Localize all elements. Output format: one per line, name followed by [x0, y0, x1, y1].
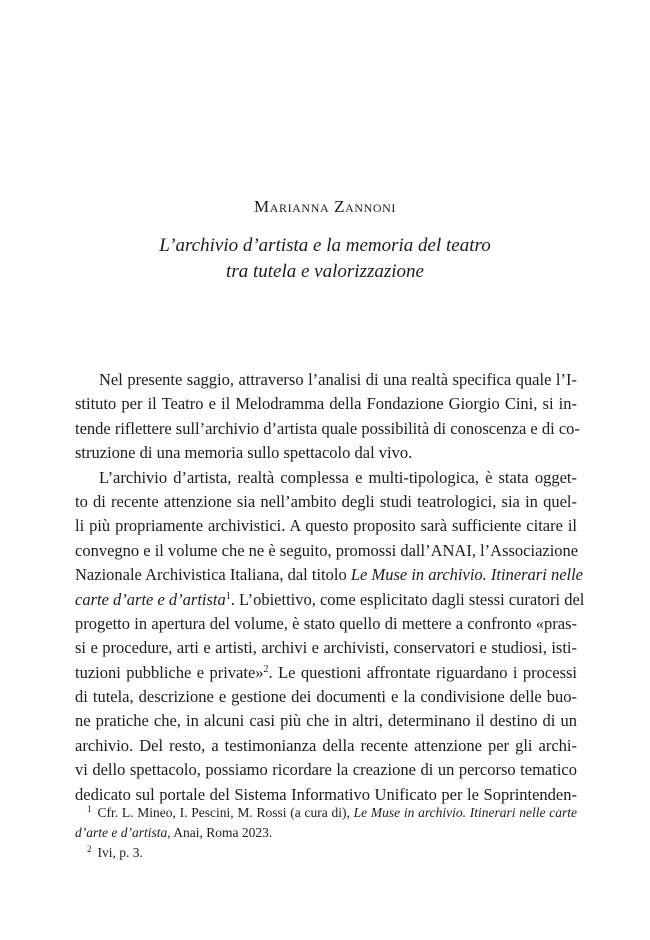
footnotes [75, 803, 577, 863]
body-line: progetto in apertura del volume, è stato quello di mettere a confronto «pras- [75, 613, 577, 633]
body-line: to di recente attenzione sia nell’ambito degli studi teatrologici, sia in quel- [75, 491, 577, 511]
essay-title [0, 233, 650, 285]
cited-title: carte d’arte e d’artista [75, 589, 226, 609]
body-line: convegno e il volume che ne è seguito, promossi dall’ANAI, l’Associazione [75, 540, 579, 560]
footnote-1-mark: 1 [87, 804, 92, 814]
body-text [75, 368, 585, 807]
footnote-ref-2[interactable]: 2 [263, 663, 269, 675]
footnote-text: Cfr. L. Mineo, I. Pescini, M. Rossi (a cura di), [97, 805, 354, 820]
body-line: vi dello spettacolo, possiamo ricordare la creazione di un percorso tematico [75, 760, 577, 780]
footnote-2-mark: 2 [87, 844, 92, 854]
body-text-run: Nazionale Archivistica Italiana, dal titolo [75, 565, 351, 585]
body-line: Nel presente saggio, attraverso l’analisi di una realtà specifica quale l’I- [99, 370, 577, 389]
body-text-run: . Le questioni affrontate riguardano i processi [268, 662, 577, 682]
footnote-text: , Anai, Roma 2023. [167, 825, 273, 840]
essay-title-line-1: L’archivio d’artista e la memoria del teatro [159, 235, 491, 256]
cited-title: Le Muse in archivio. Itinerari nelle carte [353, 805, 577, 820]
footnote-ref-1[interactable]: 1 [225, 590, 231, 602]
essay-title-line-2: tra tutela e valorizzazione [226, 261, 424, 282]
body-line: archivio. Del resto, a testimonianza della recente attenzione per gli archi- [75, 735, 577, 755]
body-line [75, 563, 584, 587]
body-line [75, 661, 577, 685]
footnote-2 [75, 843, 577, 863]
body-line: si e procedure, arti e artisti, archivi e archivisti, conservatori e studiosi, isti- [75, 638, 577, 658]
body-line: dedicato sul portale del Sistema Informativo Unificato per le Soprintenden- [75, 784, 577, 804]
author-name: Marianna Zannoni [253, 197, 396, 216]
body-line: ne pratiche che, in alcuni casi più che in altri, determinano il destino di un [75, 711, 577, 731]
body-text-run: . L’obiettivo, come esplicitato dagli stessi curatori del [230, 589, 585, 609]
footnote-text: Ivi, p. 3. [97, 845, 143, 860]
body-text-run: tuzioni pubbliche e private» [75, 662, 264, 682]
footnote-1-continued [75, 823, 577, 843]
body-line: stituto per il Teatro e il Melodramma della Fondazione Giorgio Cini, si in- [75, 394, 577, 414]
cited-title: Le Muse in archivio. Itinerari nelle [350, 565, 584, 585]
body-line: li più propriamente archivistici. A questo proposito sarà sufficiente citare il [75, 516, 577, 536]
body-line: L’archivio d’artista, realtà complessa e multi-tipologica, è stata ogget- [99, 467, 577, 487]
body-line: di tutela, descrizione e gestione dei documenti e la condivisione delle buo- [75, 687, 577, 707]
body-line [75, 588, 585, 612]
footnote-1 [75, 803, 577, 823]
body-line: struzione di una memoria sullo spettacolo dal vivo. [75, 443, 413, 463]
cited-title: d’arte e d’artista [75, 825, 168, 840]
body-line: tende riflettere sull’archivio d’artista quale possibilità di conoscenza e di co- [75, 418, 580, 438]
